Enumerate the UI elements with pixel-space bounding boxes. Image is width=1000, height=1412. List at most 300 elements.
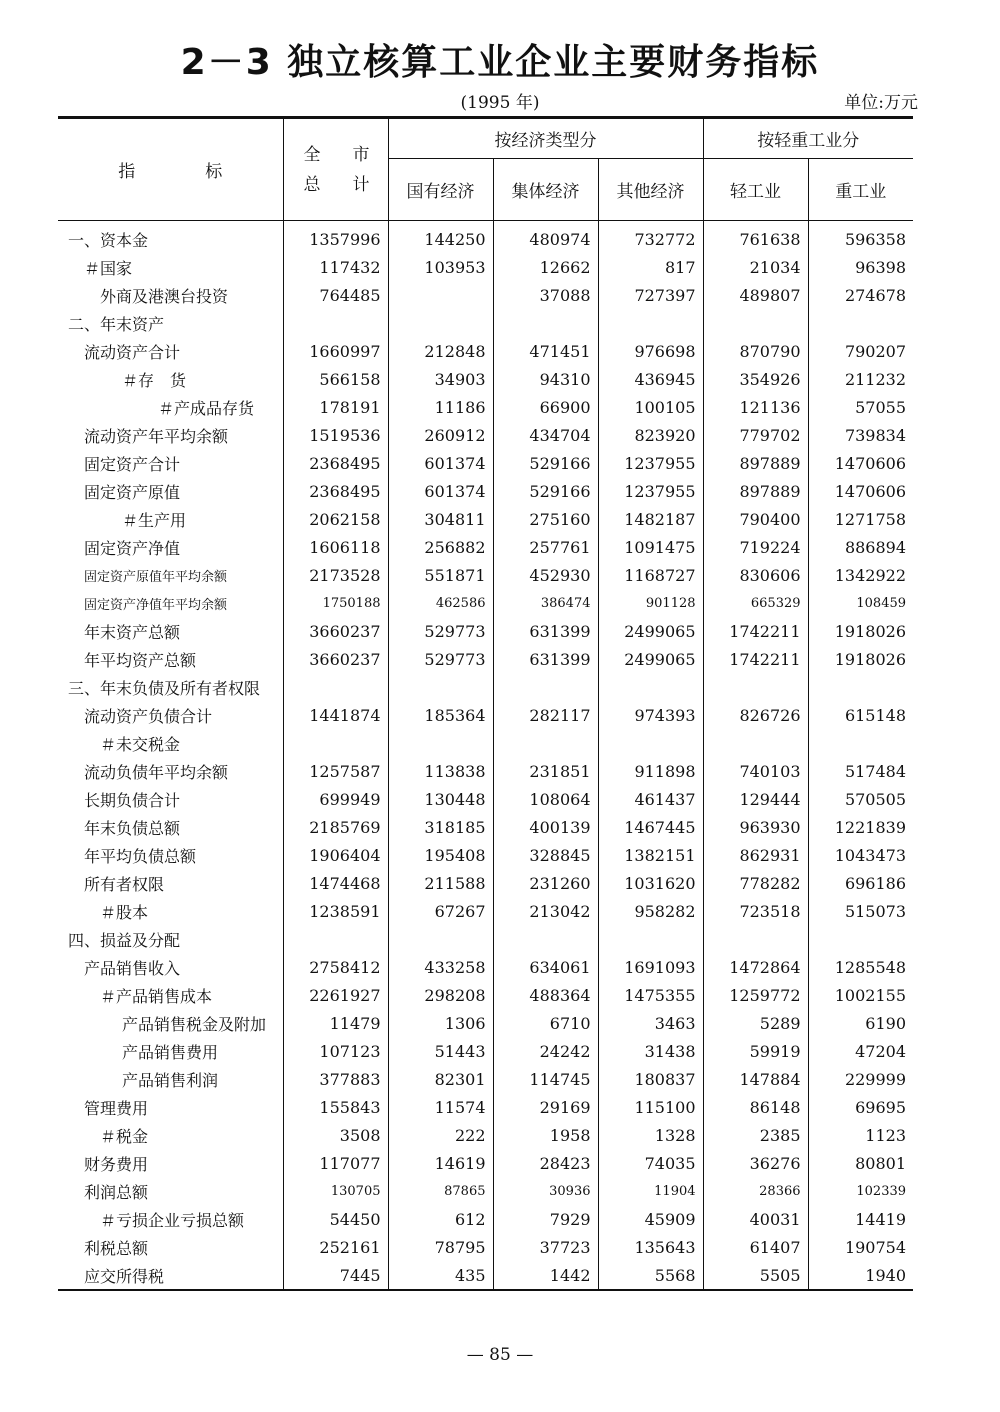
cell-value: 2185769 [283, 813, 388, 841]
table-row [58, 505, 913, 533]
cell-value: 634061 [493, 953, 598, 981]
row-label: 利润总额 [84, 1182, 149, 1202]
row-label: ＃国家 [84, 258, 133, 278]
cell-value [388, 309, 493, 337]
cell-value: 29169 [493, 1093, 598, 1121]
cell-value: 1442 [493, 1261, 598, 1290]
cell-value: 911898 [598, 757, 703, 785]
cell-value: 222 [388, 1121, 493, 1149]
indicator-header-b: 标 [205, 162, 223, 182]
cell-value: 1906404 [283, 841, 388, 869]
cell-value: 1470606 [808, 477, 913, 505]
cell-value: 3660237 [283, 645, 388, 673]
total-header-2a: 总 [303, 174, 321, 195]
row-label: 利税总额 [84, 1238, 149, 1258]
cell-value: 94310 [493, 365, 598, 393]
cell-value: 11479 [283, 1009, 388, 1037]
cell-value: 59919 [703, 1037, 808, 1065]
table-row [58, 1233, 913, 1261]
cell-value: 862931 [703, 841, 808, 869]
cell-value: 37723 [493, 1233, 598, 1261]
cell-value: 974393 [598, 701, 703, 729]
table-row [58, 449, 913, 477]
cell-value: 69695 [808, 1093, 913, 1121]
cell-value: 78795 [388, 1233, 493, 1261]
cell-value [808, 729, 913, 757]
cell-value: 612 [388, 1205, 493, 1233]
cell-value: 529166 [493, 477, 598, 505]
cell-value: 1259772 [703, 981, 808, 1009]
cell-value: 1257587 [283, 757, 388, 785]
table-row [58, 617, 913, 645]
total-header-1b: 市 [352, 144, 370, 165]
cell-value: 1002155 [808, 981, 913, 1009]
cell-value: 386474 [493, 589, 598, 617]
cell-value: 130705 [283, 1177, 388, 1205]
cell-value: 1271758 [808, 505, 913, 533]
cell-value [493, 729, 598, 757]
table-row [58, 785, 913, 813]
cell-value: 28423 [493, 1149, 598, 1177]
cell-value: 823920 [598, 421, 703, 449]
table-row [58, 561, 913, 589]
table-row [58, 1121, 913, 1149]
cell-value: 36276 [703, 1149, 808, 1177]
cell-value: 1519536 [283, 421, 388, 449]
cell-value [598, 309, 703, 337]
cell-value: 529166 [493, 449, 598, 477]
table-row [58, 477, 913, 505]
cell-value: 40031 [703, 1205, 808, 1233]
cell-value: 790400 [703, 505, 808, 533]
cell-value: 897889 [703, 477, 808, 505]
cell-value: 2758412 [283, 953, 388, 981]
row-label: 年末资产总额 [84, 622, 181, 642]
cell-value: 1123 [808, 1121, 913, 1149]
cell-value: 14619 [388, 1149, 493, 1177]
cell-value: 211232 [808, 365, 913, 393]
cell-value [808, 925, 913, 953]
cell-value: 2499065 [598, 645, 703, 673]
cell-value: 96398 [808, 253, 913, 281]
cell-value: 11186 [388, 393, 493, 421]
cell-value: 2499065 [598, 617, 703, 645]
row-label: 流动资产负债合计 [84, 706, 213, 726]
cell-value: 1691093 [598, 953, 703, 981]
cell-value: 211588 [388, 869, 493, 897]
table-row [58, 813, 913, 841]
cell-value: 86148 [703, 1093, 808, 1121]
table-row [58, 981, 913, 1009]
cell-value [493, 673, 598, 701]
cell-value: 461437 [598, 785, 703, 813]
row-label: 产品销售利润 [122, 1070, 219, 1090]
table-body [58, 221, 913, 1291]
row-label: 年平均资产总额 [84, 650, 197, 670]
cell-value: 178191 [283, 393, 388, 421]
cell-value: 452930 [493, 561, 598, 589]
table-row [58, 1037, 913, 1065]
cell-value: 699949 [283, 785, 388, 813]
cell-value [388, 925, 493, 953]
collective-economy-header: 集体经济 [493, 159, 598, 221]
cell-value: 1475355 [598, 981, 703, 1009]
financial-indicators-table [58, 116, 913, 1291]
cell-value: 1958 [493, 1121, 598, 1149]
cell-value: 117077 [283, 1149, 388, 1177]
cell-value: 433258 [388, 953, 493, 981]
row-label: ＃股本 [100, 902, 149, 922]
table-row [58, 365, 913, 393]
cell-value: 615148 [808, 701, 913, 729]
economic-type-group-header: 按经济类型分 [388, 118, 703, 159]
row-label: 二、年末资产 [68, 314, 165, 334]
cell-value: 282117 [493, 701, 598, 729]
cell-value: 113838 [388, 757, 493, 785]
cell-value: 1660997 [283, 337, 388, 365]
cell-value: 1238591 [283, 897, 388, 925]
year-subtitle: (1995 年) [460, 93, 540, 113]
cell-value: 12662 [493, 253, 598, 281]
cell-value: 14419 [808, 1205, 913, 1233]
cell-value: 47204 [808, 1037, 913, 1065]
row-label: 四、损益及分配 [68, 930, 181, 950]
cell-value: 304811 [388, 505, 493, 533]
table-row [58, 841, 913, 869]
cell-value: 1237955 [598, 477, 703, 505]
cell-value: 601374 [388, 477, 493, 505]
cell-value: 102339 [808, 1177, 913, 1205]
cell-value: 779702 [703, 421, 808, 449]
table-row [58, 589, 913, 617]
row-label: 产品销售税金及附加 [122, 1014, 267, 1034]
cell-value: 434704 [493, 421, 598, 449]
cell-value: 723518 [703, 897, 808, 925]
cell-value: 61407 [703, 1233, 808, 1261]
cell-value: 696186 [808, 869, 913, 897]
cell-value: 114745 [493, 1065, 598, 1093]
row-label: 流动资产年平均余额 [84, 426, 229, 446]
row-label: 产品销售费用 [122, 1042, 219, 1062]
table-row [58, 1177, 913, 1205]
cell-value: 1382151 [598, 841, 703, 869]
row-label: 财务费用 [84, 1154, 149, 1174]
row-label: 所有者权限 [84, 874, 165, 894]
cell-value: 1750188 [283, 589, 388, 617]
table-row [58, 337, 913, 365]
cell-value: 155843 [283, 1093, 388, 1121]
row-label: ＃亏损企业亏损总额 [100, 1210, 245, 1230]
cell-value [388, 281, 493, 309]
cell-value: 1474468 [283, 869, 388, 897]
cell-value: 886894 [808, 533, 913, 561]
page-title: 2－3 独立核算工业企业主要财务指标 [180, 42, 820, 83]
cell-value [493, 925, 598, 953]
cell-value: 147884 [703, 1065, 808, 1093]
cell-value [283, 729, 388, 757]
cell-value: 727397 [598, 281, 703, 309]
cell-value: 2062158 [283, 505, 388, 533]
cell-value: 28366 [703, 1177, 808, 1205]
row-label: ＃生产用 [122, 510, 187, 530]
cell-value: 108064 [493, 785, 598, 813]
cell-value [388, 673, 493, 701]
row-label: 年平均负债总额 [84, 846, 197, 866]
cell-value: 1342922 [808, 561, 913, 589]
cell-value [283, 925, 388, 953]
total-header [283, 118, 388, 221]
cell-value: 958282 [598, 897, 703, 925]
cell-value: 976698 [598, 337, 703, 365]
cell-value: 2368495 [283, 449, 388, 477]
cell-value: 1742211 [703, 645, 808, 673]
table-row [58, 533, 913, 561]
cell-value: 2173528 [283, 561, 388, 589]
cell-value [703, 729, 808, 757]
cell-value: 130448 [388, 785, 493, 813]
cell-value: 2385 [703, 1121, 808, 1149]
row-label: 一、资本金 [68, 230, 149, 250]
page-number: — 85 — [466, 1345, 534, 1365]
cell-value: 515073 [808, 897, 913, 925]
cell-value: 103953 [388, 253, 493, 281]
cell-value [703, 673, 808, 701]
row-label: 固定资产合计 [84, 454, 181, 474]
cell-value: 180837 [598, 1065, 703, 1093]
cell-value: 1918026 [808, 617, 913, 645]
cell-value: 117432 [283, 253, 388, 281]
cell-value: 1091475 [598, 533, 703, 561]
cell-value: 135643 [598, 1233, 703, 1261]
cell-value: 274678 [808, 281, 913, 309]
row-label: ＃存 货 [122, 370, 187, 390]
cell-value: 87865 [388, 1177, 493, 1205]
cell-value: 1467445 [598, 813, 703, 841]
cell-value: 732772 [598, 221, 703, 254]
cell-value [283, 673, 388, 701]
cell-value [283, 309, 388, 337]
cell-value: 11574 [388, 1093, 493, 1121]
cell-value: 790207 [808, 337, 913, 365]
table-row [58, 701, 913, 729]
cell-value: 480974 [493, 221, 598, 254]
cell-value: 51443 [388, 1037, 493, 1065]
table-row [58, 645, 913, 673]
row-label: 流动资产合计 [84, 342, 181, 362]
cell-value: 115100 [598, 1093, 703, 1121]
cell-value: 462586 [388, 589, 493, 617]
cell-value: 1918026 [808, 645, 913, 673]
cell-value: 185364 [388, 701, 493, 729]
cell-value: 144250 [388, 221, 493, 254]
cell-value [703, 309, 808, 337]
cell-value: 354926 [703, 365, 808, 393]
table-row [58, 1009, 913, 1037]
table-row [58, 1093, 913, 1121]
cell-value: 1328 [598, 1121, 703, 1149]
table-row [58, 897, 913, 925]
cell-value [703, 925, 808, 953]
cell-value: 1742211 [703, 617, 808, 645]
cell-value: 665329 [703, 589, 808, 617]
cell-value: 1237955 [598, 449, 703, 477]
cell-value: 3508 [283, 1121, 388, 1149]
cell-value: 1031620 [598, 869, 703, 897]
cell-value: 318185 [388, 813, 493, 841]
cell-value: 566158 [283, 365, 388, 393]
row-label: ＃产品销售成本 [100, 986, 213, 1006]
table-row [58, 281, 913, 309]
cell-value: 34903 [388, 365, 493, 393]
cell-value [598, 925, 703, 953]
cell-value: 377883 [283, 1065, 388, 1093]
cell-value: 121136 [703, 393, 808, 421]
cell-value: 471451 [493, 337, 598, 365]
table-row [58, 393, 913, 421]
cell-value: 213042 [493, 897, 598, 925]
cell-value: 24242 [493, 1037, 598, 1065]
cell-value: 570505 [808, 785, 913, 813]
cell-value: 257761 [493, 533, 598, 561]
cell-value: 231851 [493, 757, 598, 785]
industry-type-group-header: 按轻重工业分 [703, 118, 913, 159]
cell-value: 100105 [598, 393, 703, 421]
cell-value: 1357996 [283, 221, 388, 254]
cell-value: 6710 [493, 1009, 598, 1037]
total-header-1a: 全 [303, 144, 321, 165]
cell-value: 963930 [703, 813, 808, 841]
row-label: 长期负债合计 [84, 790, 181, 810]
indicator-header [58, 118, 283, 221]
cell-value: 82301 [388, 1065, 493, 1093]
cell-value: 870790 [703, 337, 808, 365]
heavy-industry-header: 重工业 [808, 159, 913, 221]
row-label: 年末负债总额 [84, 818, 181, 838]
unit-label: 单位:万元 [844, 93, 918, 113]
cell-value: 1043473 [808, 841, 913, 869]
row-label: 应交所得税 [84, 1266, 165, 1286]
row-label: 产品销售收入 [84, 958, 181, 978]
cell-value: 1306 [388, 1009, 493, 1037]
cell-value: 901128 [598, 589, 703, 617]
cell-value: 601374 [388, 449, 493, 477]
row-label: 流动负债年平均余额 [84, 762, 229, 782]
table-row [58, 953, 913, 981]
cell-value: 67267 [388, 897, 493, 925]
row-label: 外商及港澳台投资 [100, 286, 229, 306]
cell-value: 488364 [493, 981, 598, 1009]
indicator-header-a: 指 [118, 162, 136, 182]
cell-value: 1441874 [283, 701, 388, 729]
cell-value: 190754 [808, 1233, 913, 1261]
cell-value: 328845 [493, 841, 598, 869]
cell-value: 529773 [388, 617, 493, 645]
cell-value: 3660237 [283, 617, 388, 645]
cell-value: 489807 [703, 281, 808, 309]
cell-value: 74035 [598, 1149, 703, 1177]
cell-value: 897889 [703, 449, 808, 477]
light-industry-header: 轻工业 [703, 159, 808, 221]
table-row [58, 1065, 913, 1093]
table-row [58, 309, 913, 337]
cell-value: 7445 [283, 1261, 388, 1290]
cell-value: 435 [388, 1261, 493, 1290]
table-row [58, 673, 913, 701]
cell-value [808, 309, 913, 337]
table-row [58, 1149, 913, 1177]
cell-value: 436945 [598, 365, 703, 393]
cell-value: 30936 [493, 1177, 598, 1205]
cell-value: 195408 [388, 841, 493, 869]
cell-value: 45909 [598, 1205, 703, 1233]
cell-value: 5289 [703, 1009, 808, 1037]
row-label: 固定资产原值年平均余额 [84, 569, 228, 585]
cell-value: 400139 [493, 813, 598, 841]
cell-value: 107123 [283, 1037, 388, 1065]
table-row [58, 1261, 913, 1290]
cell-value: 5505 [703, 1261, 808, 1290]
cell-value: 6190 [808, 1009, 913, 1037]
cell-value: 1482187 [598, 505, 703, 533]
row-label: ＃产成品存货 [158, 398, 255, 418]
cell-value: 57055 [808, 393, 913, 421]
cell-value: 31438 [598, 1037, 703, 1065]
cell-value [808, 673, 913, 701]
cell-value: 212848 [388, 337, 493, 365]
cell-value: 1285548 [808, 953, 913, 981]
cell-value: 229999 [808, 1065, 913, 1093]
cell-value: 596358 [808, 221, 913, 254]
cell-value: 761638 [703, 221, 808, 254]
cell-value: 764485 [283, 281, 388, 309]
table-row [58, 221, 913, 254]
cell-value: 739834 [808, 421, 913, 449]
row-label: 管理费用 [84, 1098, 149, 1118]
cell-value: 21034 [703, 253, 808, 281]
cell-value: 5568 [598, 1261, 703, 1290]
cell-value: 256882 [388, 533, 493, 561]
cell-value: 80801 [808, 1149, 913, 1177]
cell-value: 719224 [703, 533, 808, 561]
row-label: 固定资产净值年平均余额 [84, 597, 228, 613]
cell-value: 260912 [388, 421, 493, 449]
cell-value: 2261927 [283, 981, 388, 1009]
table-row [58, 869, 913, 897]
state-economy-header: 国有经济 [388, 159, 493, 221]
cell-value: 740103 [703, 757, 808, 785]
cell-value [388, 729, 493, 757]
cell-value [493, 309, 598, 337]
cell-value: 778282 [703, 869, 808, 897]
row-label: ＃税金 [100, 1126, 149, 1146]
cell-value: 1168727 [598, 561, 703, 589]
cell-value: 3463 [598, 1009, 703, 1037]
cell-value: 529773 [388, 645, 493, 673]
cell-value: 1940 [808, 1261, 913, 1290]
cell-value: 551871 [388, 561, 493, 589]
row-label: 固定资产净值 [84, 538, 181, 558]
cell-value: 1221839 [808, 813, 913, 841]
cell-value: 66900 [493, 393, 598, 421]
other-economy-header: 其他经济 [598, 159, 703, 221]
cell-value: 7929 [493, 1205, 598, 1233]
cell-value: 517484 [808, 757, 913, 785]
cell-value: 11904 [598, 1177, 703, 1205]
cell-value [598, 673, 703, 701]
cell-value: 830606 [703, 561, 808, 589]
cell-value: 1606118 [283, 533, 388, 561]
cell-value: 275160 [493, 505, 598, 533]
